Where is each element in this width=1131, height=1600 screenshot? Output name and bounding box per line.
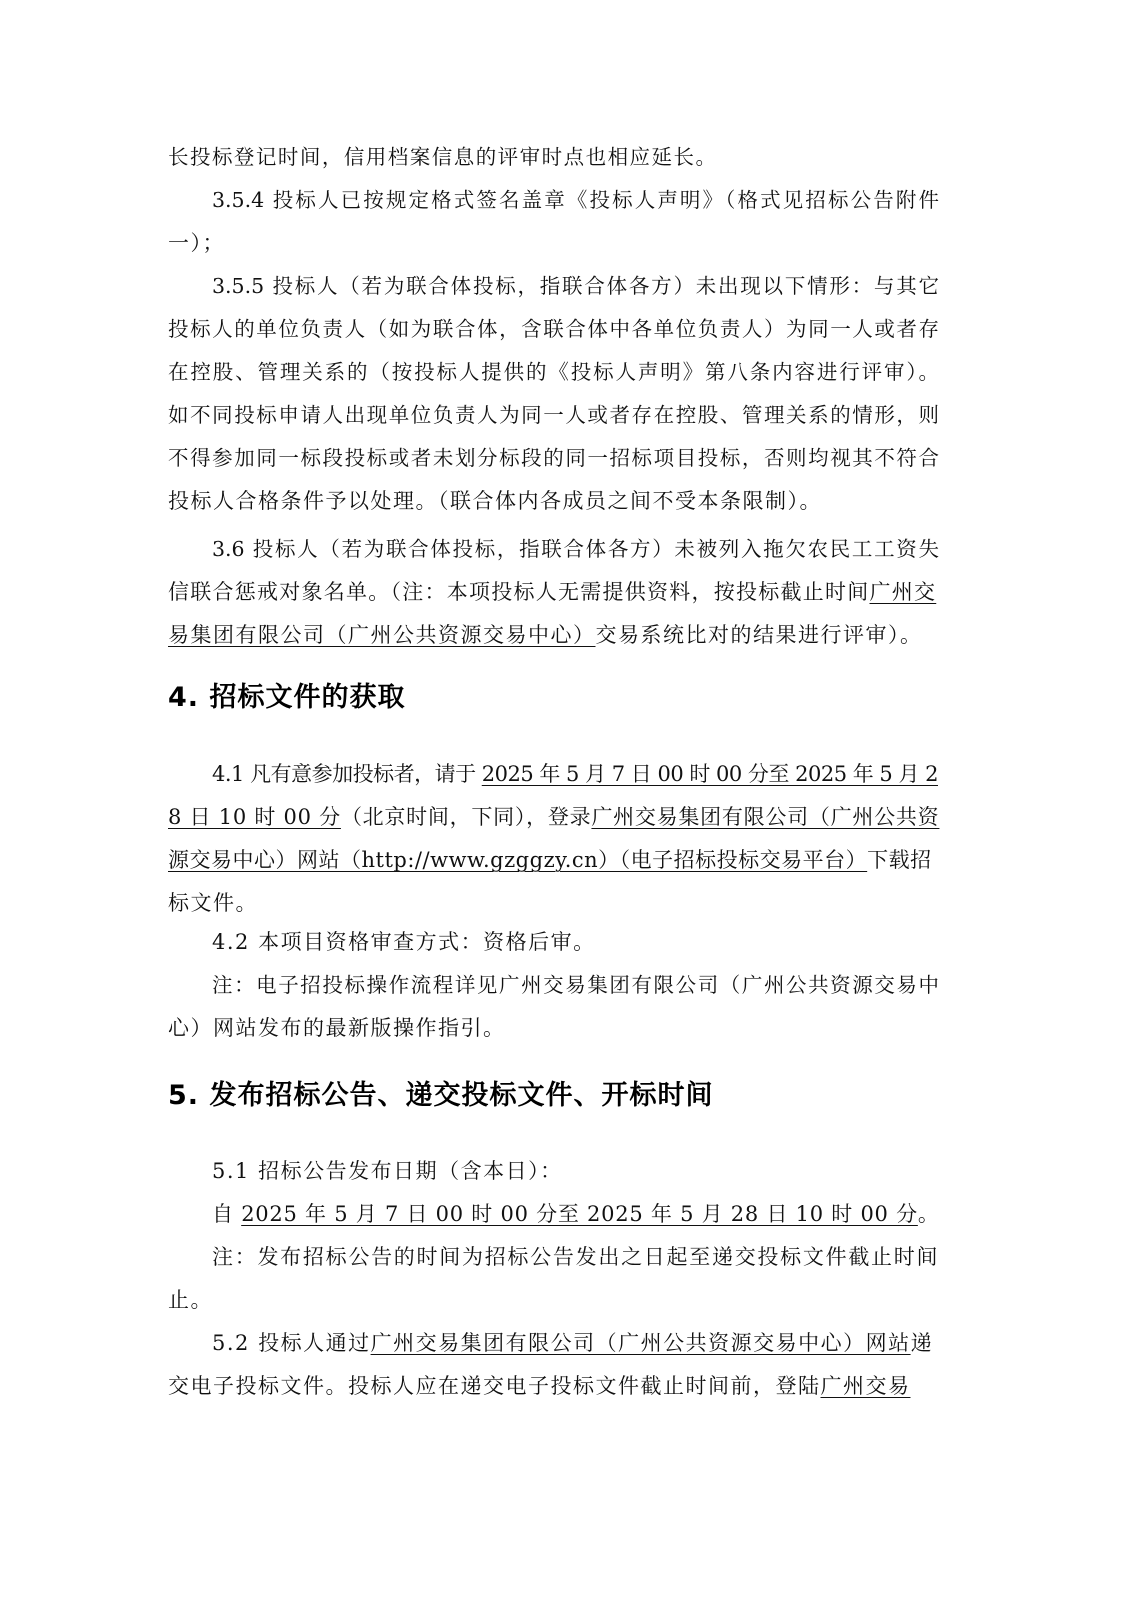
text-span: （北京时间，下同），登录 [340, 805, 592, 829]
text-span: 。 [917, 1202, 940, 1226]
paragraph-line: 长投标登记时间，信用档案信息的评审时点也相应延长。 [168, 145, 716, 169]
underlined-org-name: 广州交易集团有限公司（广州公共资 [591, 805, 940, 829]
clause-4-2: 4.2 本项目资格审查方式：资格后审。 [212, 930, 596, 954]
clause-3-5-4: 3.5.4 投标人已按规定格式签名盖章《投标人声明》（格式见招标公告附件 [212, 188, 939, 212]
text-span: 自 [212, 1202, 242, 1226]
paragraph-line: 投标人的单位负责人（如为联合体，含联合体中各单位负责人）为同一人或者存 [168, 317, 939, 341]
paragraph-line: 标文件。 [168, 891, 258, 915]
text-span: 交易系统比对的结果进行评审）。 [595, 623, 923, 647]
clause-5-1: 5.1 招标公告发布日期（含本日）： [212, 1159, 563, 1183]
paragraph-line [168, 1372, 911, 1400]
note-5: 注：发布招标公告的时间为招标公告发出之日起至递交投标文件截止时间 [212, 1245, 939, 1269]
paragraph-line: 心）网站发布的最新版操作指引。 [168, 1016, 506, 1040]
clause-3-6: 3.6 投标人（若为联合体投标，指联合体各方）未被列入拖欠农民工工资失 [212, 537, 939, 561]
section-heading-5: 5. 发布招标公告、递交投标文件、开标时间 [168, 1080, 714, 1111]
underlined-org-name: 广州交 [869, 580, 937, 604]
underlined-date-range: 2025 年 5 月 7 日 00 时 00 分至 2025 年 5 月 2 [481, 762, 938, 786]
underlined-org-name: 广州交易集团有限公司（广州公共资源交易中心）网站 [370, 1331, 911, 1355]
text-span: 交电子投标文件。投标人应在递交电子投标文件截止时间前，登陆 [168, 1374, 821, 1398]
underlined-org-name: 广州交易 [820, 1374, 911, 1398]
underlined-org-name: 易集团有限公司（广州公共资源交易中心） [168, 623, 596, 647]
paragraph-line: 如不同投标申请人出现单位负责人为同一人或者存在控股、管理关系的情形，则 [168, 403, 939, 427]
paragraph-line: 止。 [168, 1288, 213, 1312]
text-span: 信联合惩戒对象名单。（注：本项投标人无需提供资料，按投标截止时间 [168, 580, 870, 604]
section-heading-4: 4. 招标文件的获取 [168, 682, 406, 713]
clause-5-2 [212, 1329, 933, 1357]
paragraph-line [168, 846, 932, 874]
text-span: 5.2 投标人通过 [212, 1331, 371, 1355]
text-span: 4.1 凡有意参加投标者，请于 [212, 762, 482, 786]
underlined-date-range: 2025 年 5 月 7 日 00 时 00 分至 2025 年 5 月 28 日 10 时 00 分 [241, 1202, 918, 1226]
note-4: 注：电子招投标操作流程详见广州交易集团有限公司（广州公共资源交易中 [212, 973, 939, 997]
paragraph-line: 投标人合格条件予以处理。（联合体内各成员之间不受本条限制）。 [168, 489, 822, 513]
paragraph-line [168, 803, 939, 831]
paragraph-line: 不得参加同一标段投标或者未划分标段的同一招标项目投标，否则均视其不符合 [168, 446, 939, 470]
paragraph-line: 在控股、管理关系的（按投标人提供的《投标人声明》第八条内容进行评审）。 [168, 360, 939, 384]
paragraph-line [212, 1200, 940, 1228]
underlined-website: 源交易中心）网站（http://www.gzggzy.cn）（电子招标投标交易平台） [168, 848, 868, 872]
paragraph-line [168, 578, 936, 606]
underlined-date-range: 8 日 10 时 00 分 [168, 805, 341, 829]
text-span: 下载招 [867, 848, 932, 872]
paragraph-line: 一）； [168, 231, 225, 255]
paragraph-line [168, 621, 923, 649]
text-span: 递 [910, 1331, 934, 1355]
clause-4-1 [212, 760, 938, 788]
clause-3-5-5: 3.5.5 投标人（若为联合体投标，指联合体各方）未出现以下情形：与其它 [212, 274, 939, 298]
